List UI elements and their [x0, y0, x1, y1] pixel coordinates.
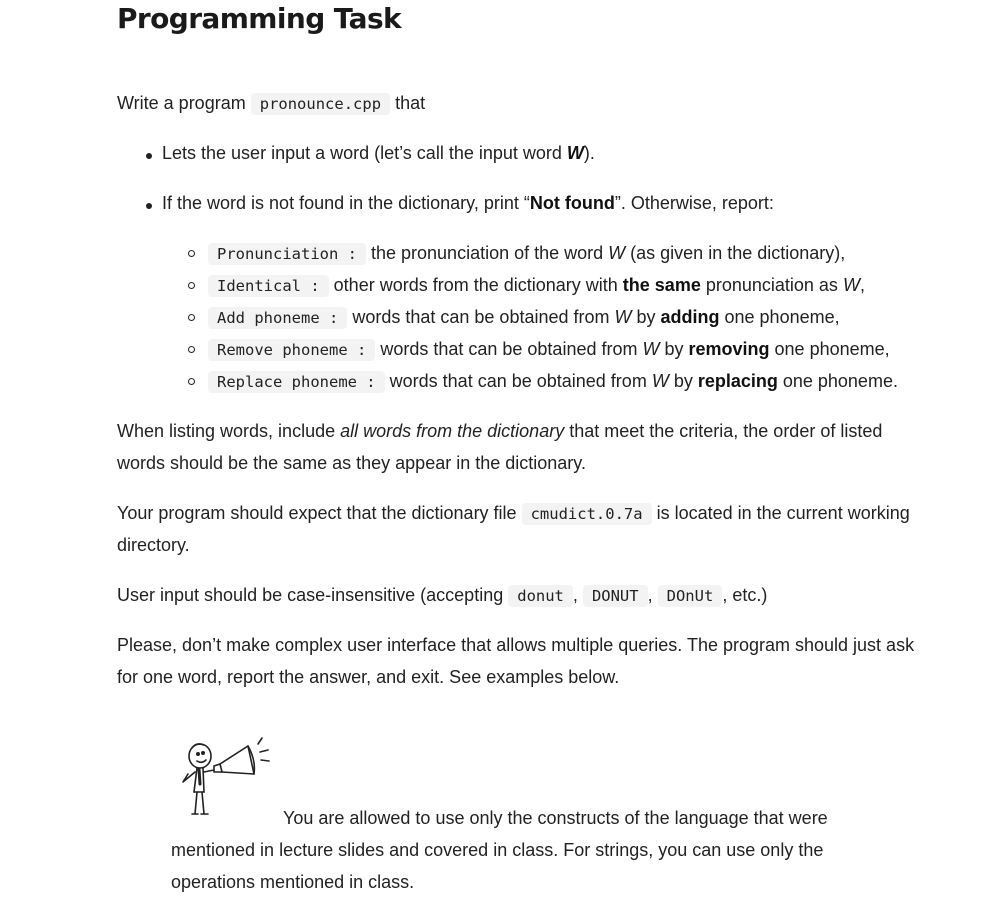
intro-suffix: that	[395, 93, 426, 113]
paragraph-text: , etc.)	[722, 585, 768, 605]
case-paragraph	[117, 579, 767, 612]
bullet-not-found	[162, 187, 774, 219]
subitem-remove	[208, 333, 890, 366]
code-pronunciation: Pronunciation :	[208, 243, 366, 265]
subitem-text: pronunciation as	[700, 275, 843, 295]
code-remove: Remove phoneme :	[208, 339, 375, 361]
dict-paragraph-line2: directory.	[117, 535, 190, 555]
separator: ,	[647, 585, 653, 605]
subitem-text: other words from the dictionary with	[333, 275, 623, 295]
subitem-text: ,	[859, 275, 865, 295]
bullet-dot	[146, 203, 152, 209]
subitem-text: by	[668, 371, 698, 391]
ui-paragraph-line1: Please, don’t make complex user interface that allows multiple queries. The program should just ask	[117, 635, 915, 655]
subitem-identical	[208, 269, 865, 302]
subbullet-circle	[188, 250, 195, 257]
subitem-text: one phoneme,	[719, 307, 840, 327]
intro-filename: pronounce.cpp	[251, 93, 390, 115]
subbullet-circle	[188, 282, 195, 289]
var-w: W	[842, 275, 860, 295]
subitem-text: (as given in the dictionary),	[625, 243, 846, 263]
paragraph-text: User input should be case-insensitive (accepting	[117, 585, 504, 605]
bullet-dot	[146, 153, 152, 159]
paragraph-text: is located in the current working	[656, 503, 910, 523]
listing-paragraph-line2: words should be the same as they appear in the dictionary.	[117, 453, 586, 473]
page-title: Programming Task	[117, 2, 402, 35]
intro-paragraph	[117, 87, 425, 120]
subitem-replace	[208, 365, 898, 398]
dict-paragraph-line1	[117, 497, 910, 530]
emphasis-bold: adding	[660, 307, 720, 327]
code-identical: Identical :	[208, 275, 329, 297]
subitem-text: the pronunciation of the word	[371, 243, 609, 263]
emphasis-italic: all words from the dictionary	[340, 421, 565, 441]
note-line1: You are allowed to use only the constructs of the language that were	[283, 808, 828, 828]
var-w: W	[651, 371, 669, 391]
code-replace: Replace phoneme :	[208, 371, 385, 393]
subitem-pronunciation	[208, 237, 845, 270]
subitem-text: one phoneme,	[769, 339, 890, 359]
bullet-text: Lets the user input a word (let’s call the input word	[162, 143, 567, 163]
note-line2: mentioned in lecture slides and covered in class. For strings, you can use only the	[171, 840, 824, 860]
emphasis-bold: removing	[688, 339, 770, 359]
emphasis-bold: the same	[622, 275, 701, 295]
note-line3: operations mentioned in class.	[171, 872, 415, 892]
code-add: Add phoneme :	[208, 307, 347, 329]
example-DOnUt: DOnUt	[658, 585, 723, 607]
paragraph-text: Your program should expect that the dictionary file	[117, 503, 517, 523]
var-w: W	[614, 307, 632, 327]
var-w: W	[642, 339, 660, 359]
subbullet-circle	[188, 346, 195, 353]
subitem-text: words that can be obtained from	[352, 307, 615, 327]
bullet-text: If the word is not found in the dictionary, print “	[162, 193, 530, 213]
subitem-text: words that can be obtained from	[380, 339, 643, 359]
not-found-label: Not found	[529, 193, 615, 213]
dict-filename: cmudict.0.7a	[522, 503, 652, 525]
subitem-text: words that can be obtained from	[389, 371, 652, 391]
subitem-add	[208, 301, 840, 334]
paragraph-text: When listing words, include	[117, 421, 341, 441]
bullet-input	[162, 137, 595, 169]
subbullet-circle	[188, 314, 195, 321]
subitem-text: by	[659, 339, 689, 359]
intro-prefix: Write a program	[117, 93, 246, 113]
emphasis-bold: replacing	[697, 371, 778, 391]
var-w: W	[608, 243, 626, 263]
example-DONUT: DONUT	[583, 585, 648, 607]
ui-paragraph-line2: for one word, report the answer, and exit. See examples below.	[117, 667, 620, 687]
separator: ,	[572, 585, 578, 605]
subitem-text: one phoneme.	[777, 371, 898, 391]
megaphone-man-icon	[170, 734, 275, 818]
subitem-text: by	[631, 307, 661, 327]
paragraph-text: that meet the criteria, the order of listed	[564, 421, 883, 441]
example-donut: donut	[508, 585, 573, 607]
bullet-text: ”. Otherwise, report:	[614, 193, 774, 213]
listing-paragraph-line1	[117, 415, 882, 447]
bullet-text: ).	[583, 143, 595, 163]
subbullet-circle	[188, 378, 195, 385]
var-w: W	[566, 143, 584, 163]
